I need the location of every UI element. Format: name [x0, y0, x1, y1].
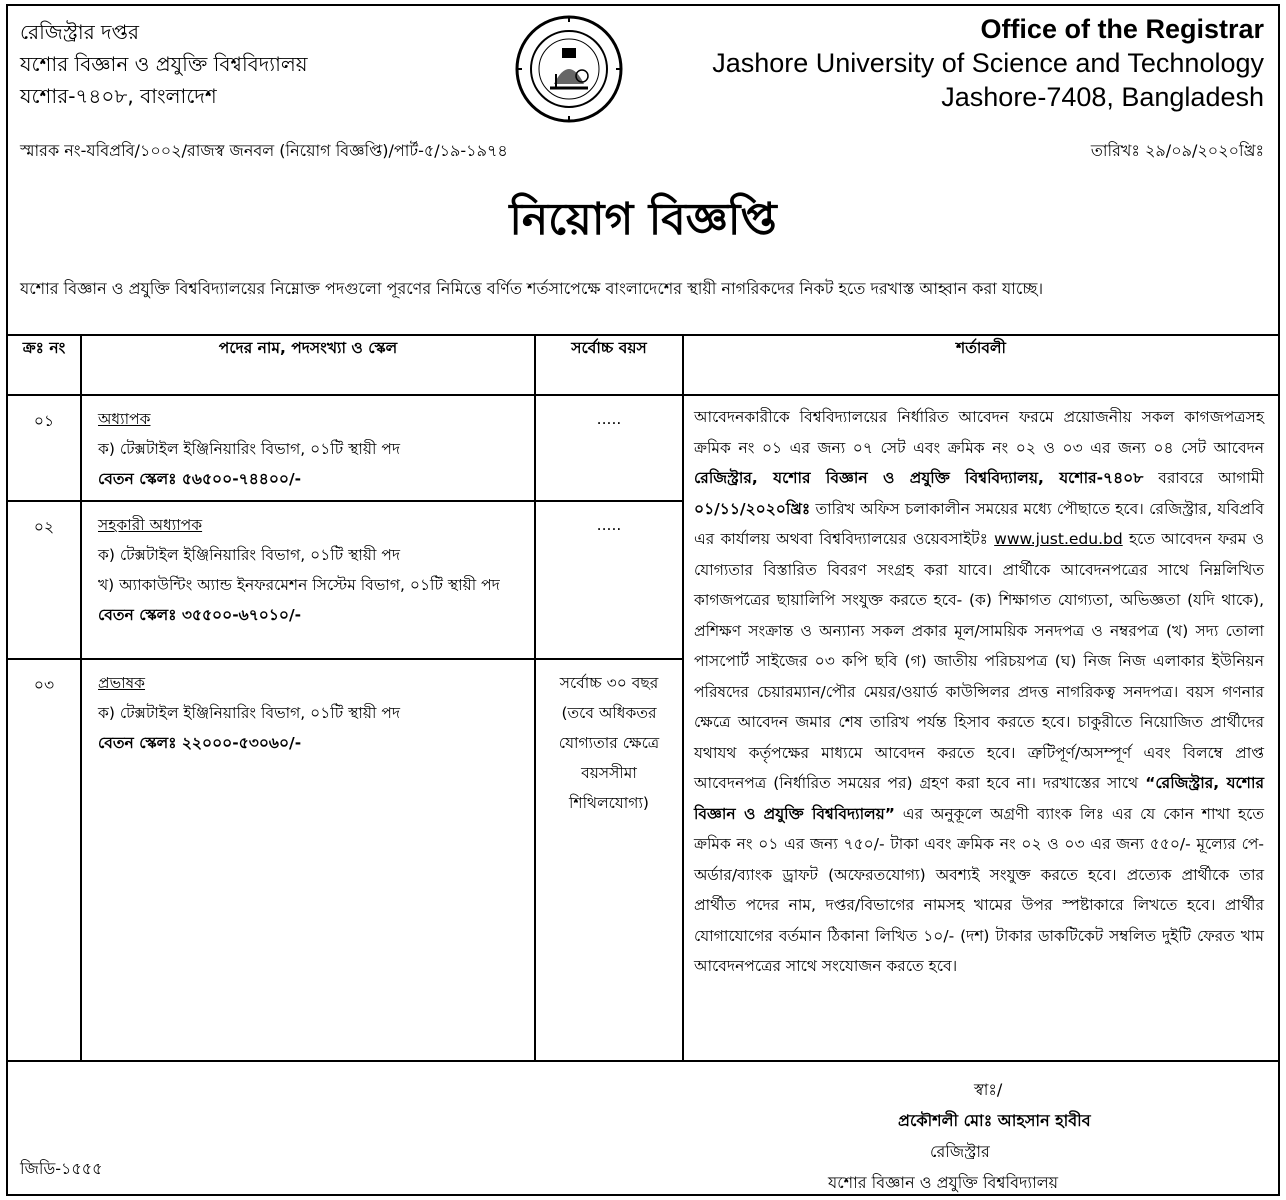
signatory-org: যশোর বিজ্ঞান ও প্রযুক্তি বিশ্ববিদ্যালয়: [828, 1173, 1059, 1192]
position-name: অধ্যাপক: [98, 410, 151, 428]
header-office-bn: রেজিস্ট্রার দপ্তর: [20, 20, 139, 44]
pay-scale: বেতন স্কেলঃ ৩৫৫০০-৬৭০১০/-: [98, 606, 302, 624]
pay-scale: বেতন স্কেলঃ ২২০০০-৫৩০৬০/-: [98, 734, 302, 752]
position-line: ক) টেক্সটাইল ইঞ্জিনিয়ারিং বিভাগ, ০১টি স্থায়ী পদ: [98, 440, 401, 458]
table-header-row: [7, 335, 1279, 395]
position-name: প্রভাষক: [98, 674, 146, 692]
position-line: ক) টেক্সটাইল ইঞ্জিনিয়ারিং বিভাগ, ০১টি স্থায়ী পদ: [98, 546, 401, 564]
col-conditions: শর্তাবলী: [683, 335, 1279, 395]
col-age: সর্বোচ্চ বয়স: [535, 335, 683, 395]
memo-number: স্মারক নং-যবিপ্রবি/১০০২/রাজস্ব জনবল (নিয়োগ বিজ্ঞপ্তি)/পার্ট-৫/১৯-১৯৭৪: [20, 141, 508, 160]
signature-block: [828, 1074, 1091, 1198]
header-bangla: [20, 16, 308, 112]
row-position: [81, 395, 535, 501]
notice-title: নিয়োগ বিজ্ঞপ্তি: [509, 194, 777, 245]
col-serial: ক্রঃ নং: [7, 335, 81, 395]
gd-number: জিডি-১৫৫৫: [20, 1159, 103, 1178]
row-serial: ০১: [7, 395, 81, 501]
website-link[interactable]: www.just.edu.bd: [994, 530, 1123, 548]
row-serial: ০৩: [7, 659, 81, 1061]
row-serial: ০২: [7, 501, 81, 659]
university-address: Jashore-7408, Bangladesh: [941, 82, 1264, 112]
header-university-bn: যশোর বিজ্ঞান ও প্রযুক্তি বিশ্ববিদ্যালয়: [20, 52, 308, 76]
row-age: সর্বোচ্চ ৩০ বছর (তবে অধিকতর যোগ্যতার ক্ষেত্রে বয়সসীমা শিথিলযোগ্য): [535, 659, 683, 1061]
pay-scale: বেতন স্কেলঃ ৫৬৫০০-৭৪৪০০/-: [98, 470, 302, 488]
office-title: Office of the Registrar: [980, 14, 1264, 44]
position-line: খ) অ্যাকাউন্টিং অ্যান্ড ইনফরমেশন সিস্টেম বিভাগ, ০১টি স্থায়ী পদ: [98, 576, 500, 594]
conditions-cell: আবেদনকারীকে বিশ্ববিদ্যালয়ের নির্ধারিত আবেদন ফরমে প্রয়োজনীয় সকল কাগজপত্রসহ ক্রমিক নং ০১ এর জন্য ০৭ সেট এবং ক্রমিক নং ০২ ও ০৩ এর জন্য ০৪ সেট আবেদন রেজিস্ট্রার, যশোর বিজ্ঞান ও প্রযুক্তি বিশ্ববিদ্যালয়, যশোর-৭৪০৮ বরাবরে আগামী ০১/১১/২০২০খ্রিঃ তারিখ অফিস চলাকালীন সময়ের মধ্যে পৌছাতে হবে। রেজিস্ট্রার, যবিপ্রবি এর কার্যালয় অথবা বিশ্ববিদ্যালয়ের ওয়েবসাইটঃ www.just.edu.bd হতে আবেদন ফরম ও যোগ্যতার বিস্তারিত বিবরণ সংগ্রহ করা যাবে। প্রার্থীকে আবেদনপত্রের সাথে নিম্নলিখিত কাগজপত্রের ছায়ালিপি সংযুক্ত করতে হবে- (ক) শিক্ষাগত যোগ্যতা, অভিজ্ঞতা (যদি থাকে), প্রশিক্ষণ সংক্রান্ত ও অন্যান্য সকল প্রকার মূল/সাময়িক সনদপত্র ও নম্বরপত্র (খ) সদ্য তোলা পাসপোর্ট সাইজের ০৩ কপি ছবি (গ) জাতীয় পরিচয়পত্র (ঘ) নিজ নিজ এলাকার ইউনিয়ন পরিষদের চেয়ারম্যান/পৌর মেয়র/ওয়ার্ড কাউন্সিলর প্রদত্ত নাগরিকত্ব সনদপত্র। বয়স গণনার ক্ষেত্রে আবেদন জমার শেষ তারিখ পর্যন্ত হিসাব করতে হবে। চাকুরীতে নিয়োজিত প্রার্থীদের যথাযথ কর্তৃপক্ষের মাধ্যমে আবেদন করতে হবে। ত্রুটিপূর্ণ/অসম্পূর্ণ এবং বিলম্বে প্রাপ্ত আবেদনপত্র (নির্ধারিত সময়ের পর) গ্রহণ করা হবে না। দরখাস্তের সাথে “রেজিস্ট্রার, যশোর বিজ্ঞান ও প্রযুক্তি বিশ্ববিদ্যালয়” এর অনুকূলে অগ্রণী ব্যাংক লিঃ এর যে কোন শাখা হতে ক্রমিক নং ০১ এর জন্য ৭৫০/- টাকা এবং ক্রমিক নং ০২ ও ০৩ এর জন্য ৫৫০/- মূল্যের পে-অর্ডার/ব্যাংক ড্রাফট (অফেরতযোগ্য) অবশ্যই সংযুক্ত করতে হবে। প্রত্যেক প্রার্থীকে তার প্রার্থীত পদের নাম, দপ্তর/বিভাগের নামসহ খামের উপর স্পষ্টাকারে লিখতে হবে। প্রার্থীর যোগাযোগের বর্তমান ঠিকানা লিখিত ১০/- (দশ) টাকার ডাকটিকেট সম্বলিত দুইটি ফেরত খাম আবেদনপত্রের সাথে সংযোজন করতে হবে।: [683, 395, 1279, 1061]
university-seal-icon: [514, 14, 624, 124]
table-row: [7, 395, 1279, 501]
signatory-name: প্রকৌশলী মোঃ আহসান হাবীব: [898, 1111, 1091, 1130]
notice-date: তারিখঃ ২৯/০৯/২০২০খ্রিঃ: [1090, 141, 1264, 160]
row-age: .....: [535, 501, 683, 659]
position-name: সহকারী অধ্যাপক: [98, 516, 203, 534]
signature-mark: স্বাঃ/: [974, 1080, 1003, 1099]
position-line: ক) টেক্সটাইল ইঞ্জিনিয়ারিং বিভাগ, ০১টি স্থায়ী পদ: [98, 704, 401, 722]
university-name: Jashore University of Science and Technology: [712, 48, 1264, 78]
positions-table: [6, 334, 1280, 1062]
header-address-bn: যশোর-৭৪০৮, বাংলাদেশ: [20, 84, 217, 108]
header-english: [712, 12, 1264, 114]
signatory-designation: রেজিস্ট্রার: [930, 1142, 990, 1161]
col-position: পদের নাম, পদসংখ্যা ও স্কেল: [81, 335, 535, 395]
intro-paragraph: যশোর বিজ্ঞান ও প্রযুক্তি বিশ্ববিদ্যালয়ের নিম্নোক্ত পদগুলো পূরণের নিমিত্তে বর্ণিত শর্তসাপেক্ষে বাংলাদেশের স্থায়ী নাগরিকদের নিকট হতে দরখাস্ত আহ্বান করা যাচ্ছে।: [20, 279, 1044, 298]
row-age: .....: [535, 395, 683, 501]
notice-page: [6, 4, 1280, 1196]
row-position: [81, 501, 535, 659]
row-position: [81, 659, 535, 1061]
